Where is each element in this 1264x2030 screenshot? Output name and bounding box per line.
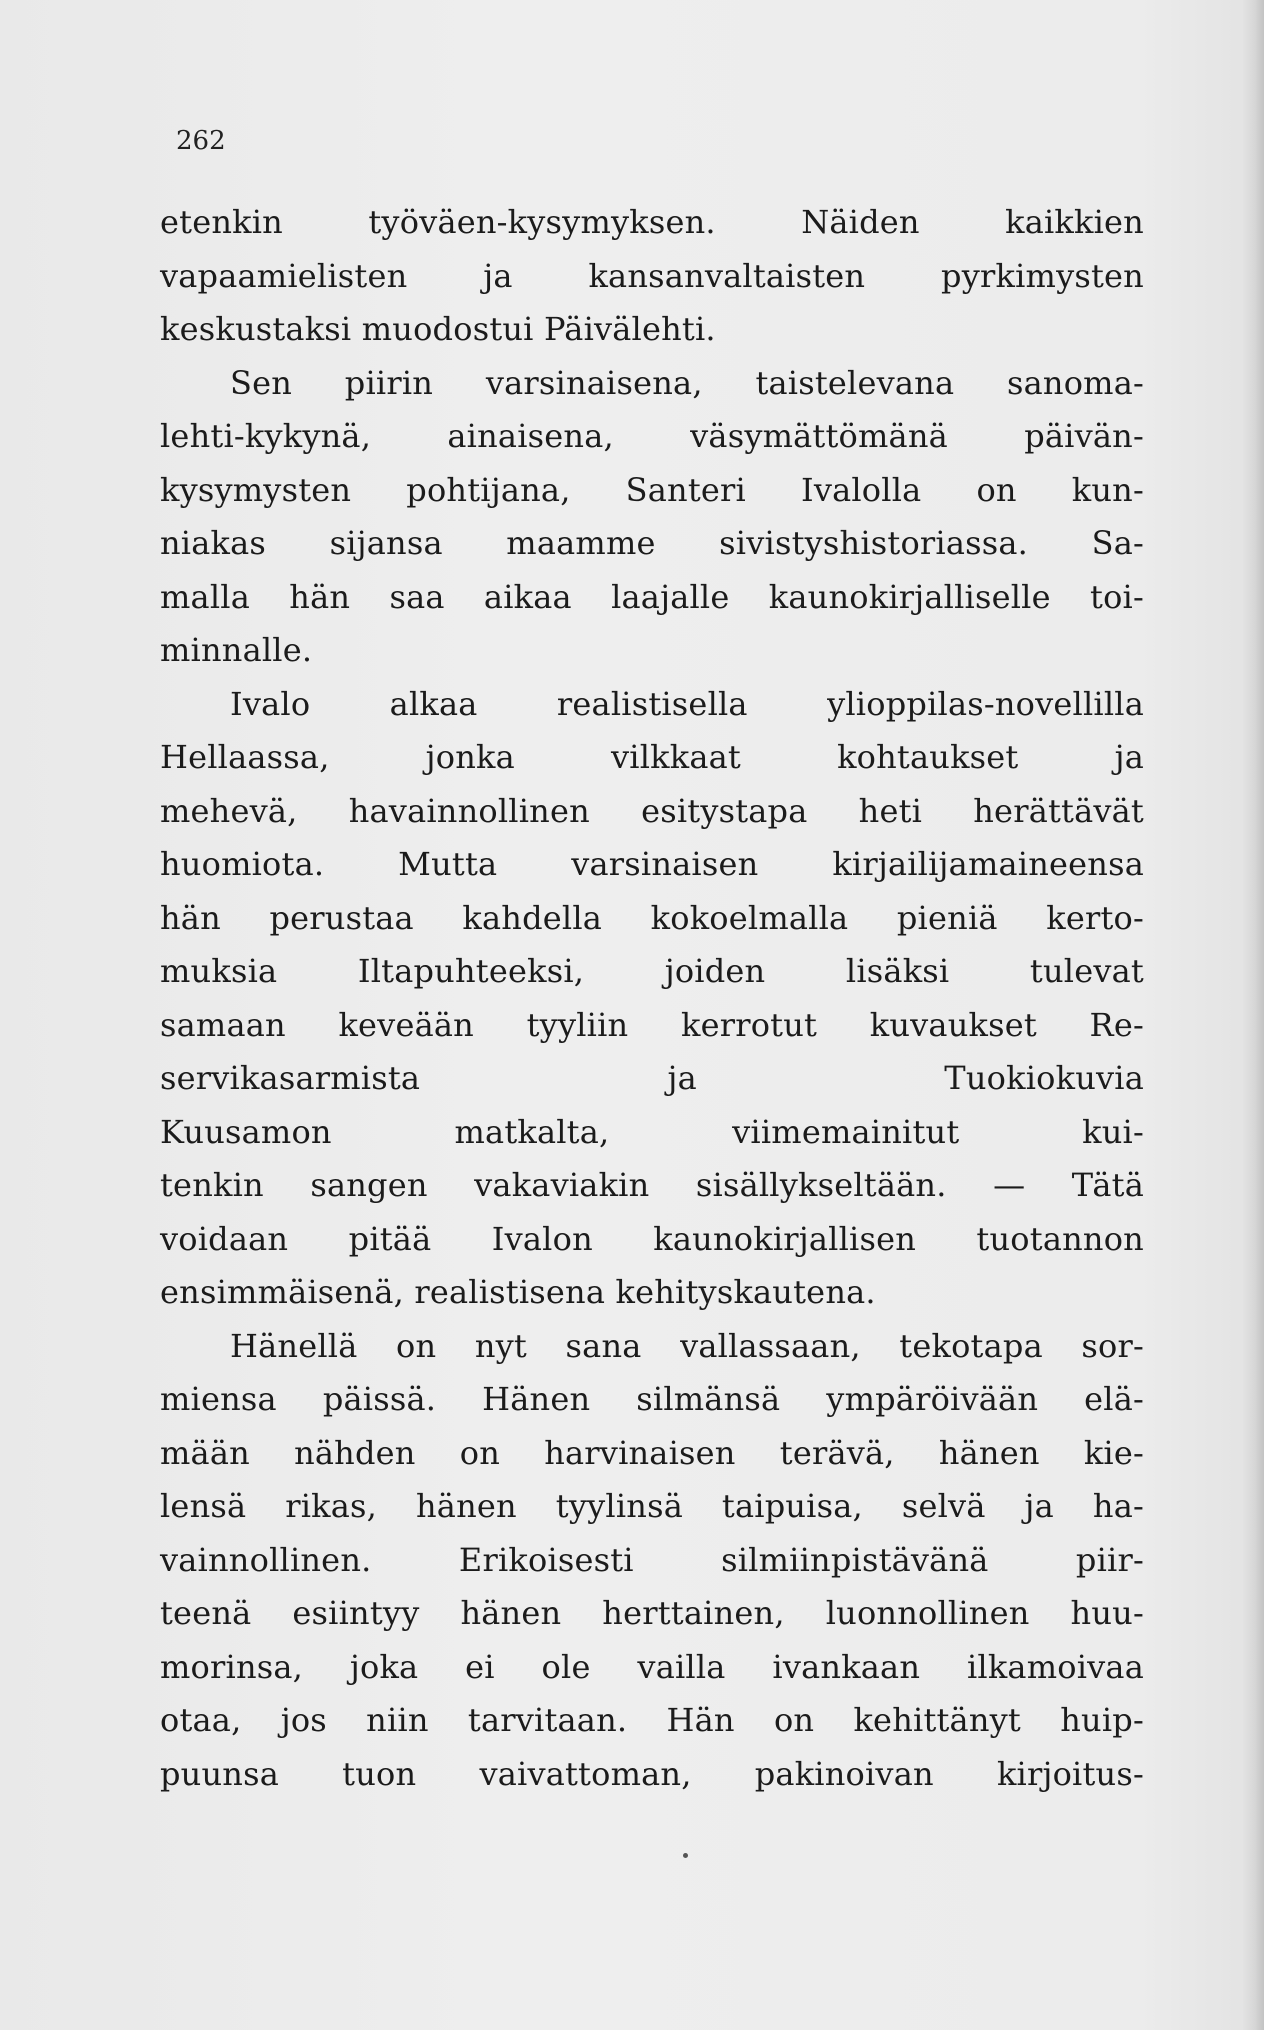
text-line: Kuusamon matkalta, viimemainitut kui- bbox=[160, 1112, 1144, 1151]
text-line: ensimmäisenä, realistisena kehityskautena. bbox=[160, 1273, 876, 1311]
page-edge-shadow bbox=[1242, 0, 1264, 2030]
text-line: minnalle. bbox=[160, 631, 313, 669]
text-line: muksia Iltapuhteeksi, joiden lisäksi tulevat bbox=[160, 952, 1144, 990]
text-line: tenkin sangen vakaviakin sisällykseltään. — Tätä bbox=[160, 1166, 1144, 1204]
text-line: mehevä, havainnollinen esitystapa heti herättävät bbox=[160, 791, 1144, 830]
text-line: lensä rikas, hänen tyylinsä taipuisa, selvä ja ha- bbox=[160, 1487, 1144, 1525]
text-line: puunsa tuon vaivattoman, pakinoivan kirjoitus- bbox=[160, 1754, 1144, 1793]
body-text bbox=[160, 196, 1144, 1801]
text-line: Hellaassa, jonka vilkkaat kohtaukset ja bbox=[160, 738, 1144, 776]
text-line: Hänellä on nyt sana vallassaan, tekotapa sor- bbox=[230, 1326, 1144, 1365]
text-line: miensa päissä. Hänen silmänsä ympäröivään elä- bbox=[160, 1380, 1144, 1418]
text-line: keskustaksi muodostui Päivälehti. bbox=[160, 310, 716, 348]
text-line: mään nähden on harvinaisen terävä, hänen kie- bbox=[160, 1433, 1144, 1472]
text-line: Sen piirin varsinaisena, taistelevana sanoma- bbox=[230, 363, 1144, 402]
text-line: vainnollinen. Erikoisesti silmiinpistävänä piir- bbox=[160, 1540, 1144, 1579]
text-line: samaan keveään tyyliin kerrotut kuvaukset Re- bbox=[160, 1005, 1144, 1044]
text-line: hän perustaa kahdella kokoelmalla pieniä kerto- bbox=[160, 898, 1144, 937]
page-number: 262 bbox=[176, 126, 226, 156]
text-line: voidaan pitää Ivalon kaunokirjallisen tuotannon bbox=[160, 1219, 1144, 1258]
text-line: teenä esiintyy hänen herttainen, luonnollinen huu- bbox=[160, 1594, 1144, 1632]
text-line: huomiota. Mutta varsinaisen kirjailijamaineensa bbox=[160, 845, 1144, 883]
text-line: etenkin työväen-kysymyksen. Näiden kaikkien bbox=[160, 203, 1144, 241]
text-line: Ivalo alkaa realistisella ylioppilas-novellilla bbox=[230, 684, 1144, 723]
text-line: vapaamielisten ja kansanvaltaisten pyrkimysten bbox=[160, 256, 1144, 295]
text-line: lehti-kykynä, ainaisena, väsymättömänä päivän- bbox=[160, 417, 1144, 455]
text-line: niakas sijansa maamme sivistyshistoriassa. Sa- bbox=[160, 524, 1144, 562]
ink-speck bbox=[683, 1853, 688, 1858]
text-line: otaa, jos niin tarvitaan. Hän on kehittänyt huip- bbox=[160, 1701, 1144, 1739]
text-line: servikasarmista ja Tuokiokuvia bbox=[160, 1059, 1144, 1097]
text-line: kysymysten pohtijana, Santeri Ivalolla on kun- bbox=[160, 470, 1144, 509]
text-line: morinsa, joka ei ole vailla ivankaan ilkamoivaa bbox=[160, 1647, 1144, 1686]
text-line: malla hän saa aikaa laajalle kaunokirjalliselle toi- bbox=[160, 577, 1144, 616]
